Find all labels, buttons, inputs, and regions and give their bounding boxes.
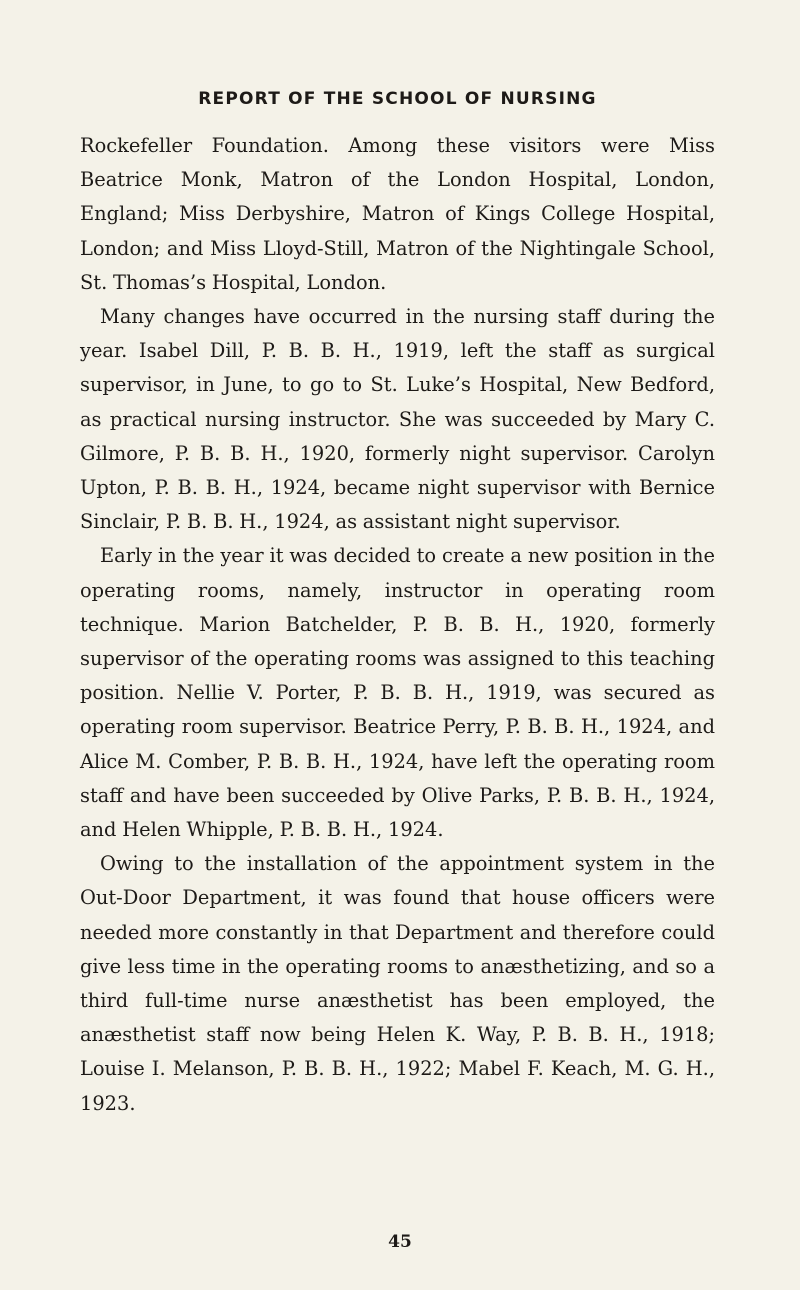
paragraph-operating-rooms: Early in the year it was decided to create a new position in the operating rooms, namely, instructor in operating room technique. Marion Batchelder, P. B. B. H., 1920, formerly supervisor of the operating rooms was assigned to this teaching position. Nellie V. Porter, P. B. B. H., 1919, was secured as operating room supervisor. Beatrice Perry, P. B. B. H., 1924, and Alice M. Comber, P. B. B. H., 1924, have left the operating room staff and have been succeeded by Olive Parks, P. B. B. H., 1924, and Helen Whipple, P. B. B. H., 1924. [80, 544, 715, 842]
paragraph-staff-changes: Many changes have occurred in the nursing staff during the year. Isabel Dill, P. B. B. H., 1919, left the staff as surgical supervisor, in June, to go to St. Luke’s Hospital, New Bedford, as practical nursing instructor. She was succeeded by Mary C. Gilmore, P. B. B. H., 1920, formerly night supervisor. Carolyn Upton, P. B. B. H., 1924, became night supervisor with Bernice Sinclair, P. B. B. H., 1924, as assistant night supervisor. [80, 305, 715, 534]
paragraph-visitors: Rockefeller Foundation. Among these visitors were Miss Beatrice Monk, Matron of the London Hospital, London, England; Miss Derbyshire, Matron of Kings College Hospital, London; and Miss Lloyd-Still, Matron of the Nightingale School, St. Thomas’s Hospital, London. [80, 134, 715, 294]
running-header: REPORT OF THE SCHOOL OF NURSING [198, 89, 597, 109]
body-text [80, 129, 715, 1121]
page-number: 45 [388, 1232, 412, 1252]
paragraph-anaesthetists: Owing to the installation of the appointment system in the Out-Door Department, it was found that house officers were needed more constantly in that Department and therefore could give less time in the operating rooms to anæsthetizing, and so a third full-time nurse anæsthetist has been employed, the anæsthetist staff now being Helen K. Way, P. B. B. H., 1918; Louise I. Melanson, P. B. B. H., 1922; Mabel F. Keach, M. G. H., 1923. [80, 852, 715, 1115]
